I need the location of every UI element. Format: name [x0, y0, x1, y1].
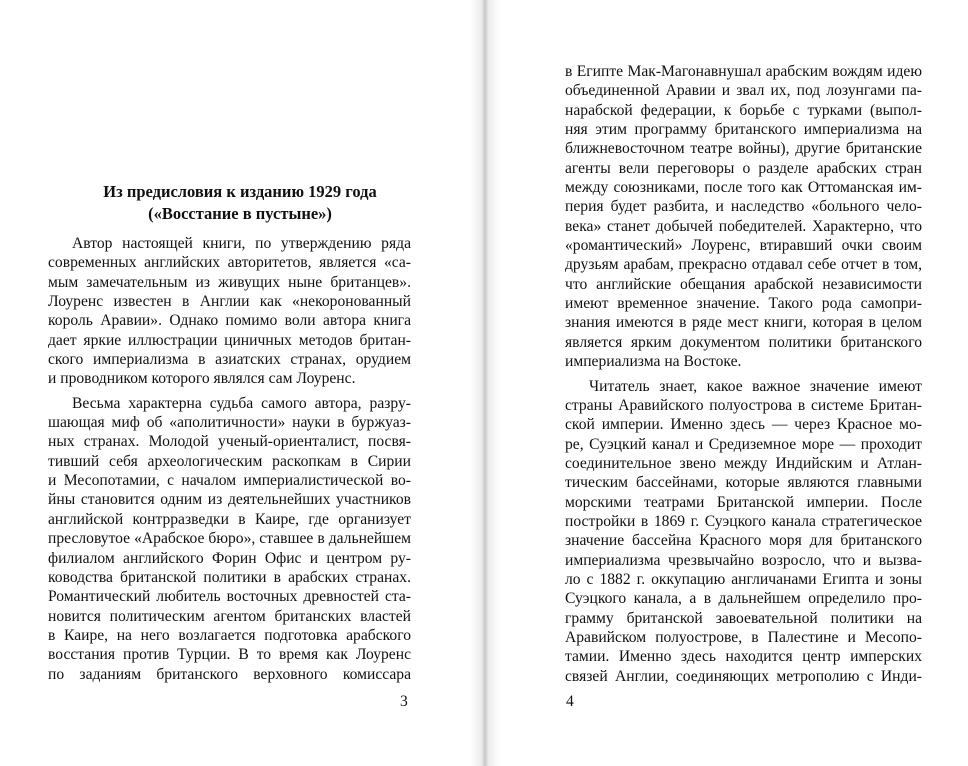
text-line: мым замечательным из живущих ныне британцев».	[48, 273, 411, 291]
text-line: по заданиям британского верховного комиссара	[48, 665, 411, 683]
left-page-text	[48, 234, 411, 684]
text-line: дает яркие иллюстрации циничных методов британ-	[48, 331, 411, 349]
text-line: агенты вели переговоры о разделе арабских стран	[565, 159, 922, 177]
text-line: друзьям арабам, прекрасно отдавал себе отчет в том,	[565, 256, 922, 274]
heading-line-1: Из предисловия к изданию 1929 года	[103, 182, 377, 201]
text-line: Лоуренс известен в Англии как «некоронованный	[48, 293, 411, 311]
text-line: современных английских авторитетов, является «са-	[48, 254, 411, 272]
text-line: Читатель знает, какое важное значение имеют	[589, 377, 922, 395]
text-line: страны Аравийского полуострова в системе Британ-	[565, 396, 922, 414]
text-line: Аравийском полуострове, в Палестине и Месопо-	[565, 628, 922, 646]
text-line: имеют временное значение. Такого рода самопри-	[565, 295, 922, 313]
text-line: империализма чрезвычайно возросло, что и вызва-	[565, 551, 922, 569]
text-line: перия будет разбита, и наследство «больного чело-	[565, 198, 922, 216]
text-line: знания имеются в ряде мест книги, которая в целом	[565, 314, 922, 332]
text-line: соединительное звено между Индийским и Атлан-	[565, 454, 922, 472]
text-line: английской контрразведки в Каире, где организует	[48, 510, 411, 528]
text-line: что английские обещания арабской независимости	[565, 275, 922, 293]
chapter-heading	[40, 181, 440, 225]
text-line: между союзниками, после того как Оттоманская им-	[565, 179, 922, 197]
text-line: является ярким документом политики британского	[565, 333, 922, 351]
text-line: и проводником которого являлся сам Лоуренс.	[48, 370, 356, 388]
page-number-left: 3	[400, 693, 408, 710]
text-line: связей Англии, соединяющих метрополию с Инди-	[565, 667, 922, 685]
text-line: филиалом английского Форин Офис и центром ру-	[48, 549, 411, 567]
text-line: Автор настоящей книги, по утверждению ряда	[72, 235, 411, 252]
book-gutter	[470, 0, 500, 766]
text-line: ководства британской политики в арабских странах.	[48, 568, 411, 586]
text-line: ло с 1882 г. оккупацию англичанами Египта и зоны	[565, 570, 922, 588]
text-line: нарабской федерации, к борьбе с турками (выпол-	[565, 101, 922, 119]
text-line: грамму британской завоевательной политики на	[565, 609, 922, 627]
text-line: тивший себя археологическим раскопкам в Сирии	[48, 452, 411, 470]
text-line: в Египте Мак-Магонавнушал арабским вождям идею	[565, 63, 922, 80]
heading-line-2: («Восстание в пустыне»)	[148, 204, 332, 223]
text-line: века» станет добычей победителей. Характерно, что	[565, 217, 922, 235]
text-line: ближневосточном театре войны), другие британские	[565, 140, 922, 158]
text-line: король Аравии». Однако помимо воли автора книга	[48, 312, 411, 330]
text-line: объединенной Аравии и звал их, под лозунгами па-	[565, 82, 922, 100]
text-line: морскими театрами Британской империи. После	[565, 493, 922, 511]
text-line: Весьма характерна судьба самого автора, разру-	[72, 394, 411, 412]
text-line: значение бассейна Красного моря для британского	[565, 532, 922, 550]
text-line: «романтический» Лоуренс, втиравший очки своим	[565, 237, 922, 255]
text-line: ской империи. Именно здесь — через Красное мо-	[565, 416, 922, 434]
text-line: шающая миф об «аполитичности» науки в буржуаз-	[48, 414, 411, 432]
text-line: няя этим программу британского империализма на	[565, 121, 922, 139]
text-line: ского империализма в азиатских странах, орудием	[48, 351, 411, 369]
right-page-text	[565, 62, 922, 686]
text-line: Романтический любитель восточных древностей ста-	[48, 588, 411, 606]
text-line: Суэцкого канала, а в дальнейшем определило про-	[565, 590, 922, 608]
text-line: постройки в 1869 г. Суэцкого канала стратегическое	[565, 512, 922, 530]
page-number-right: 4	[566, 693, 574, 710]
text-line: ных странах. Молодой ученый-ориенталист, посвя-	[48, 433, 411, 451]
text-line: и Месопотамии, с началом империалистической во-	[48, 472, 411, 490]
text-line: йны становится одним из деятельнейших участников	[48, 491, 411, 509]
text-line: ре, Суэцкий канал и Средиземное море — проходит	[565, 435, 922, 453]
text-line: восстания против Турции. В то время как Лоуренс	[48, 646, 411, 664]
text-line: тамии. Именно здесь находится центр имперских	[565, 648, 922, 666]
text-line: новится политическим агентом британских властей	[48, 607, 411, 625]
text-line: империализма на Востоке.	[565, 353, 742, 371]
text-line: тическим бассейнами, которые являются главными	[565, 474, 922, 492]
text-line: в Каире, на него возлагается подготовка арабского	[48, 626, 411, 644]
text-line: пресловутое «Арабское бюро», ставшее в дальнейшем	[48, 530, 411, 548]
